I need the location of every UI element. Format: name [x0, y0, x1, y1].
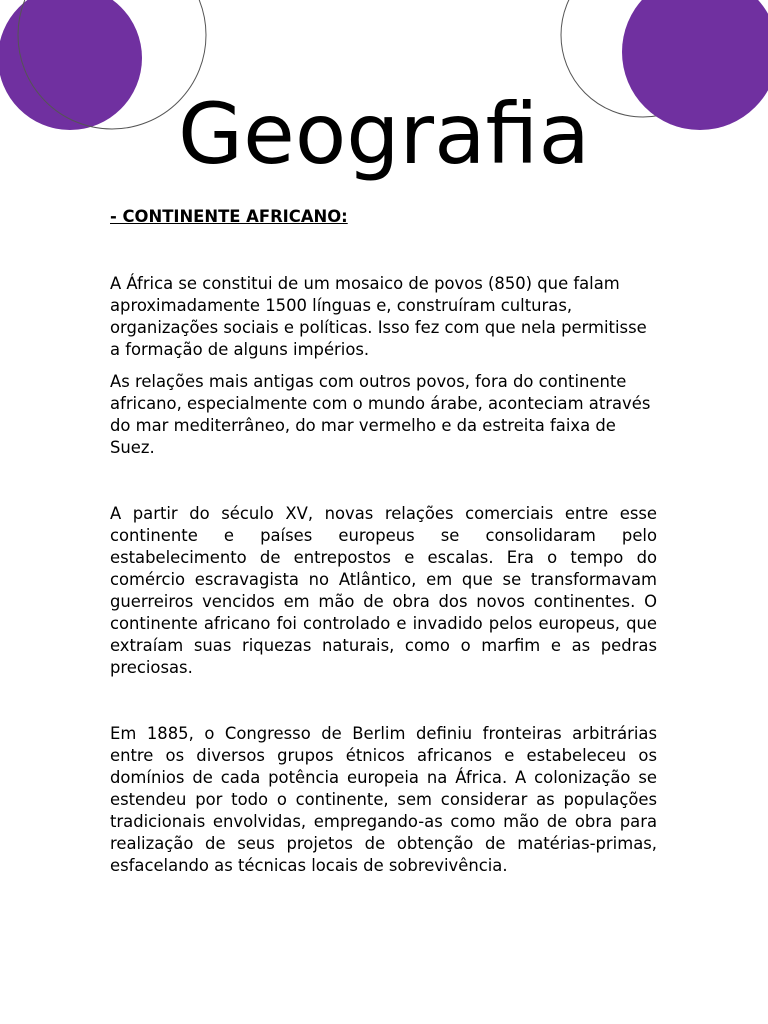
paragraph-2: As relações mais antigas com outros povos, fora do continente africano, especialmente com o mundo árabe, aconteciam através do mar mediterrâneo, do mar vermelho e da estreita faixa de Suez. [110, 372, 651, 457]
paragraph-3: A partir do século XV, novas relações comerciais entre esse continente e países europeus se consolidaram pelo estabelecimento de entrepostos e escalas. Era o tempo do comércio escravagista no Atlântico, em que se transformavam guerreiros vencidos em mão de obra dos novos continentes. O continente africano foi controlado e invadido pelos europeus, que extraíam suas riquezas naturais, como o marfim e as pedras preciosas. [110, 504, 657, 677]
document-title: Geografia [178, 85, 590, 183]
paragraph-1: A África se constitui de um mosaico de povos (850) que falam aproximadamente 1500 línguas e, construíram culturas, organizações sociais e políticas. Isso fez com que nela permitisse a formação de alguns impérios. [110, 274, 647, 359]
section-heading: - CONTINENTE AFRICANO: [110, 207, 348, 226]
document-body [110, 206, 657, 877]
paragraph-4: Em 1885, o Congresso de Berlim definiu fronteiras arbitrárias entre os diversos grupos étnicos africanos e estabeleceu os domínios de cada potência europeia na África. A colonização se estendeu por todo o continente, sem considerar as populações tradicionais envolvidas, empregando-as como mão de obra para realização de seus projetos de obtenção de matérias-primas, esfacelando as técnicas locais de sobrevivência. [110, 724, 657, 875]
